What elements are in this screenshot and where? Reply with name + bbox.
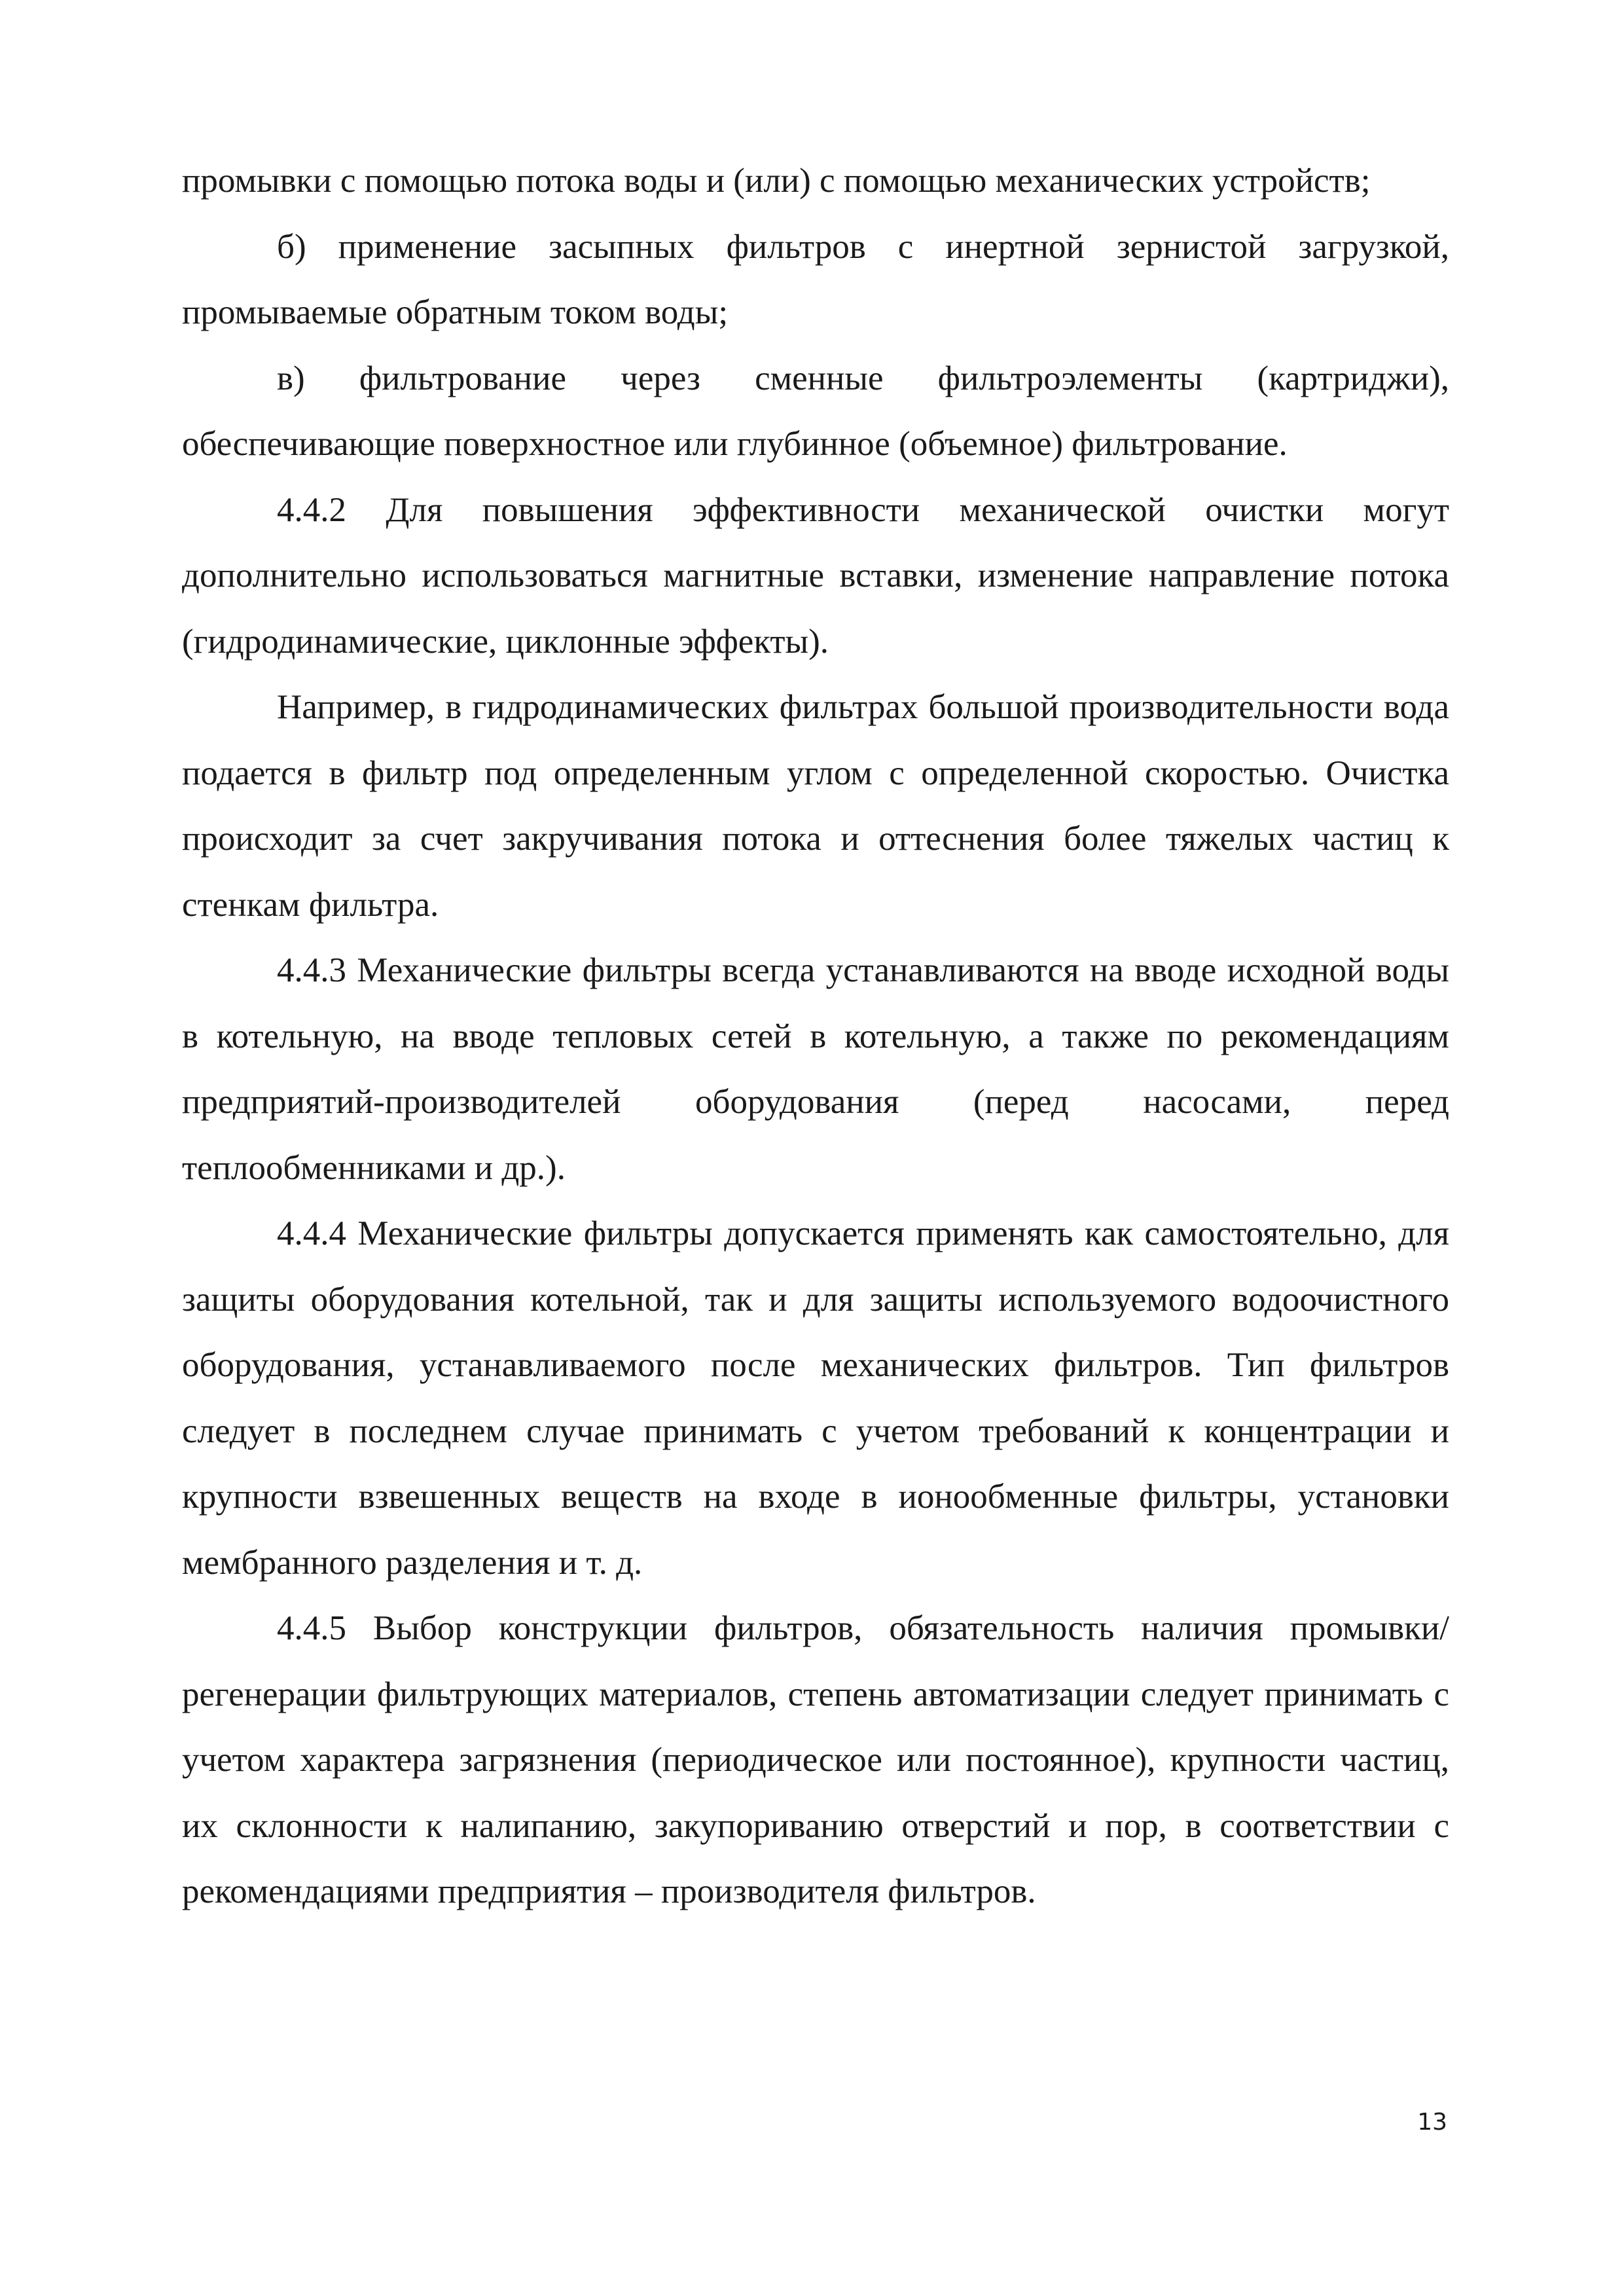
paragraph-item-b: б) применение засыпных фильтров с инертной зернистой загрузкой, промываемые обратным током воды;	[182, 227, 1449, 331]
paragraph-4-4-4: 4.4.4 Механические фильтры допускается применять как самостоятельно, для защиты оборудования котельной, так и для защиты используемого водоочистного оборудования, устанавливаемого после механических фильтров. Тип фильтров следует в последнем случае принимать с учетом требований к концентрации и крупности взвешенных веществ на входе в ионообменные фильтры, установки мембранного разделения и т. д.	[182, 1214, 1449, 1582]
document-body	[182, 148, 1449, 1925]
paragraph-4-4-3: 4.4.3 Механические фильтры всегда устанавливаются на вводе исходной воды в котельную, на вводе тепловых сетей в котельную, а также по рекомендациям предприятий-производителей оборудования (перед насосами, перед теплообменниками и др.).	[182, 951, 1449, 1187]
paragraph-4-4-5: 4.4.5 Выбор конструкции фильтров, обязательность наличия промывки/регенерации фильтрующих материалов, степень автоматизации следует принимать с учетом характера загрязнения (периодическое или постоянное), крупности частиц, их склонности к налипанию, закупориванию отверстий и пор, в соответствии с рекомендациями предприятия – производителя фильтров.	[182, 1609, 1449, 1910]
paragraph-continuation: промывки с помощью потока воды и (или) с помощью механических устройств;	[182, 162, 1371, 200]
paragraph-example: Например, в гидродинамических фильтрах большой производительности вода подается в фильтр под определенным углом с определенной скоростью. Очистка происходит за счет закручивания потока и оттеснения более тяжелых частиц к стенкам фильтра.	[182, 688, 1449, 924]
paragraph-4-4-2: 4.4.2 Для повышения эффективности механической очистки могут дополнительно использоваться магнитные вставки, изменение направление потока (гидродинамические, циклонные эффекты).	[182, 490, 1449, 661]
paragraph-item-v: в) фильтрование через сменные фильтроэлементы (картриджи), обеспечивающие поверхностное или глубинное (объемное) фильтрование.	[182, 359, 1449, 463]
page-number: 13	[1417, 2109, 1447, 2136]
